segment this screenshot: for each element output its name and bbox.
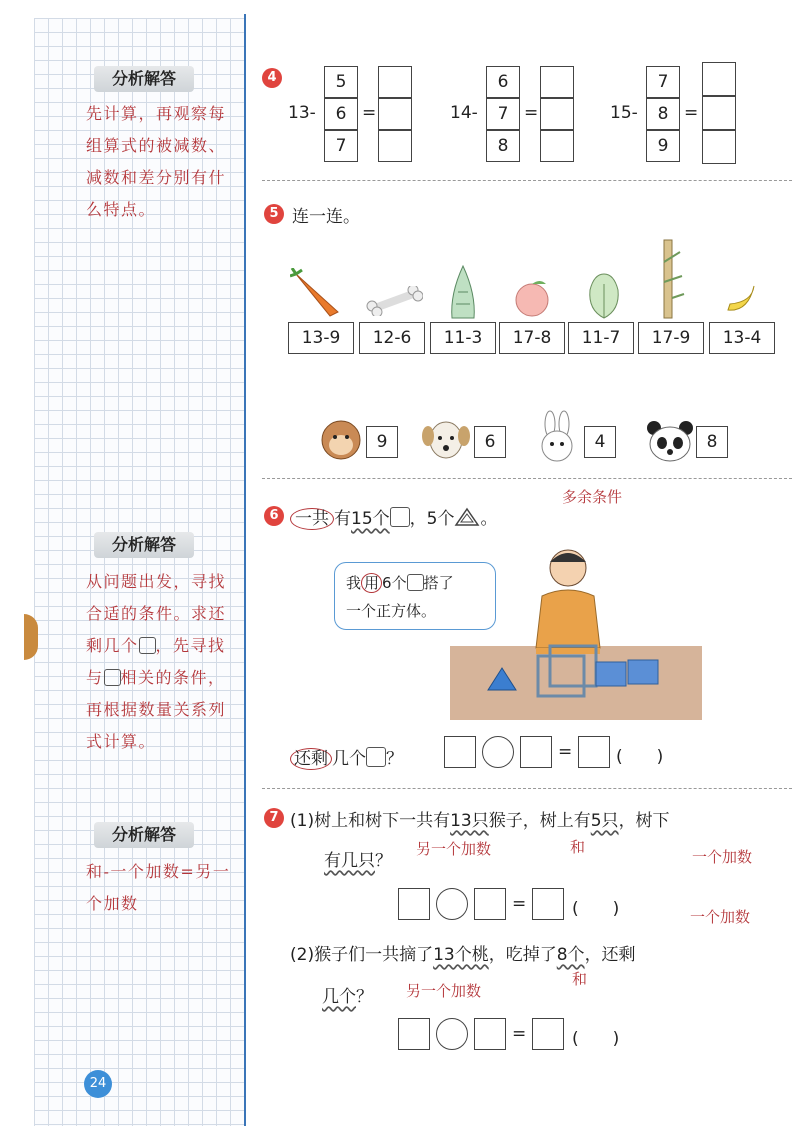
q6-circled-remaining: 还剩 xyxy=(290,748,332,770)
q4-g2-sub-3: 8 xyxy=(486,130,520,162)
q4-g2-equals: = xyxy=(524,103,539,123)
q7-part2-line2 xyxy=(322,982,373,1007)
q4-g1-sub-3: 7 xyxy=(324,130,358,162)
q6-operand-box-1[interactable] xyxy=(444,736,476,768)
expression-card-6[interactable]: 17-9 xyxy=(638,322,704,354)
q7-p2-g: ？ xyxy=(356,987,373,1007)
redundant-condition-note: 多余条件 xyxy=(562,488,623,506)
q4-g3-sub-2: 8 xyxy=(646,98,680,130)
section-divider xyxy=(262,478,792,479)
expression-card-5[interactable]: 11-7 xyxy=(568,322,634,354)
q4-g1-answer-3[interactable] xyxy=(378,130,412,162)
q7-p2-e: ，还剩 xyxy=(584,945,636,965)
q7-p1-result-box[interactable] xyxy=(532,888,564,920)
q6-line-d: ，5个 xyxy=(409,509,455,529)
monkey-number: 9 xyxy=(366,426,398,458)
expression-card-1[interactable]: 13-9 xyxy=(288,322,354,354)
q7-p2-d: 8个 xyxy=(556,945,585,965)
q7-p2-f: 几个 xyxy=(322,987,356,1007)
q7-p2-c: ，吃掉了 xyxy=(488,945,557,965)
q6-unit-parentheses: ( ) xyxy=(616,747,664,767)
q7-p2-note-sum: 和 xyxy=(572,970,588,988)
q7-p2-operator-circle[interactable] xyxy=(436,1018,468,1050)
q4-g1-answer-1[interactable] xyxy=(378,66,412,98)
q7-p1-operand-box-2[interactable] xyxy=(474,888,506,920)
page-number: 24 xyxy=(84,1070,112,1098)
q6-operator-circle[interactable] xyxy=(482,736,514,768)
note2-part-b: ，先寻找与 xyxy=(86,636,226,687)
question-6-number: 6 xyxy=(264,506,284,526)
bubble-line-1 xyxy=(346,572,454,593)
question-5-title: 连一连。 xyxy=(292,207,360,227)
q7-p1-b: 13只 xyxy=(450,811,489,831)
q7-p1-operand-box-1[interactable] xyxy=(398,888,430,920)
q4-g2-answer-3[interactable] xyxy=(540,130,574,162)
q6-operand-box-2[interactable] xyxy=(520,736,552,768)
q7-p2-result-box[interactable] xyxy=(532,1018,564,1050)
bubble-c: 6个 xyxy=(382,574,407,592)
bamboo-icon xyxy=(652,238,688,320)
square-card-icon xyxy=(366,747,386,767)
q4-g3-sub-3: 9 xyxy=(646,130,680,162)
q4-g2-sub-1: 6 xyxy=(486,66,520,98)
panda-number: 8 xyxy=(696,426,728,458)
q6-question-b: 几个 xyxy=(332,749,366,769)
sidebar-heading-1: 分析解答 xyxy=(94,66,194,92)
triangle-card-icon xyxy=(454,507,480,527)
sidebar-note-2 xyxy=(86,566,236,758)
q7-p1-equals: = xyxy=(512,894,527,914)
note2-part-a: 从问题出发，寻找合适的条件。求还剩几个 xyxy=(86,572,227,655)
q4-g3-minuend: 15- xyxy=(610,103,638,123)
q7-p1-c: 猴子，树上有 xyxy=(488,811,591,831)
margin-line xyxy=(244,14,246,1126)
sidebar-note-3: 和-一个加数=另一个加数 xyxy=(86,862,231,913)
q6-line-b: 有 xyxy=(334,509,351,529)
section-divider xyxy=(262,788,792,789)
q7-p1-d: 5只 xyxy=(590,811,619,831)
q7-p2-note-other-addend: 另一个加数 xyxy=(406,982,482,1000)
q7-part1-line1 xyxy=(290,806,670,831)
q7-p2-b: 13个桃 xyxy=(433,945,489,965)
q6-question-c: ？ xyxy=(386,749,403,769)
square-card-icon xyxy=(104,669,121,686)
q4-g2-answer-2[interactable] xyxy=(540,98,574,130)
section-divider xyxy=(262,180,792,181)
q6-circled-total: 一共 xyxy=(290,508,334,530)
panda-icon xyxy=(644,418,696,464)
q4-g1-sub-2: 6 xyxy=(324,98,358,130)
q7-p2-operand-box-2[interactable] xyxy=(474,1018,506,1050)
q4-g1-equals: = xyxy=(362,103,377,123)
q4-g2-answer-1[interactable] xyxy=(540,66,574,98)
question-4-number: 4 xyxy=(262,68,282,88)
q7-p1-unit-parentheses: ( ) xyxy=(572,899,620,919)
q4-g3-answer-3[interactable] xyxy=(702,130,736,164)
q7-p2-a: (2)猴子们一共摘了 xyxy=(290,945,434,965)
q4-g3-sub-1: 7 xyxy=(646,66,680,98)
rabbit-number: 4 xyxy=(584,426,616,458)
sidebar-heading-3: 分析解答 xyxy=(94,822,194,848)
q7-p2-note-addend: 一个加数 xyxy=(690,908,751,926)
expression-card-4[interactable]: 17-8 xyxy=(499,322,565,354)
q7-p2-operand-box-1[interactable] xyxy=(398,1018,430,1050)
q7-p1-operator-circle[interactable] xyxy=(436,888,468,920)
q4-g3-answer-2[interactable] xyxy=(702,96,736,130)
q7-p2-unit-parentheses: ( ) xyxy=(572,1029,620,1049)
q7-p1-a: (1)树上和树下一共有 xyxy=(290,811,451,831)
page-tab xyxy=(24,614,38,660)
q7-p1-f: 有几只 xyxy=(324,851,375,871)
q7-p1-note-other-addend: 另一个加数 xyxy=(416,840,492,858)
q7-part2-line1 xyxy=(290,940,636,965)
cabbage-icon xyxy=(584,270,624,320)
bubble-circled-used: 用 xyxy=(361,573,382,593)
q4-g1-answer-2[interactable] xyxy=(378,98,412,130)
q6-result-box[interactable] xyxy=(578,736,610,768)
q6-equals: = xyxy=(558,742,573,762)
q4-g1-sub-1: 5 xyxy=(324,66,358,98)
bubble-d: 搭了 xyxy=(423,574,454,592)
q4-g3-answer-1[interactable] xyxy=(702,62,736,96)
banana-icon xyxy=(724,282,758,316)
q6-condition-line xyxy=(290,504,497,529)
q7-p1-g: ？ xyxy=(375,851,392,871)
expression-card-3[interactable]: 11-3 xyxy=(430,322,496,354)
q7-p1-note-addend: 一个加数 xyxy=(692,848,753,866)
question-5-number: 5 xyxy=(264,204,284,224)
bubble-a: 我 xyxy=(346,574,362,592)
q4-g2-sub-2: 7 xyxy=(486,98,520,130)
square-card-icon xyxy=(390,507,410,527)
dog-number: 6 xyxy=(474,426,506,458)
square-card-icon xyxy=(139,637,156,654)
sidebar-heading-2: 分析解答 xyxy=(94,532,194,558)
q7-part1-line2 xyxy=(324,846,392,871)
q6-question-line xyxy=(290,744,403,769)
q7-p2-equals: = xyxy=(512,1024,527,1044)
boy-building-cube-illustration xyxy=(450,544,702,720)
q6-line-e: 。 xyxy=(480,509,498,529)
bamboo-shoot-icon xyxy=(446,264,480,320)
square-card-icon xyxy=(407,574,424,591)
q4-g3-equals: = xyxy=(684,103,699,123)
q7-p1-e: ，树下 xyxy=(618,811,670,831)
q4-g1-minuend: 13- xyxy=(288,103,316,123)
expression-card-7[interactable]: 13-4 xyxy=(709,322,775,354)
dog-icon xyxy=(420,416,470,462)
monkey-icon xyxy=(318,416,364,462)
q6-line-c: 15个 xyxy=(351,509,390,529)
question-7-number: 7 xyxy=(264,808,284,828)
note2-part-c: 相关的条件，再根据数量关系列式计算。 xyxy=(86,668,227,751)
expression-card-2[interactable]: 12-6 xyxy=(359,322,425,354)
bone-icon xyxy=(365,286,423,316)
bubble-line-2: 一个正方体。 xyxy=(346,602,437,620)
peach-icon xyxy=(512,276,552,318)
sidebar-note-1: 先计算，再观察每组算式的被减数、减数和差分别有什么特点。 xyxy=(86,104,227,219)
q4-g2-minuend: 14- xyxy=(450,103,478,123)
carrot-icon xyxy=(290,268,348,320)
q7-p1-note-sum: 和 xyxy=(570,838,586,856)
rabbit-icon xyxy=(534,410,580,464)
